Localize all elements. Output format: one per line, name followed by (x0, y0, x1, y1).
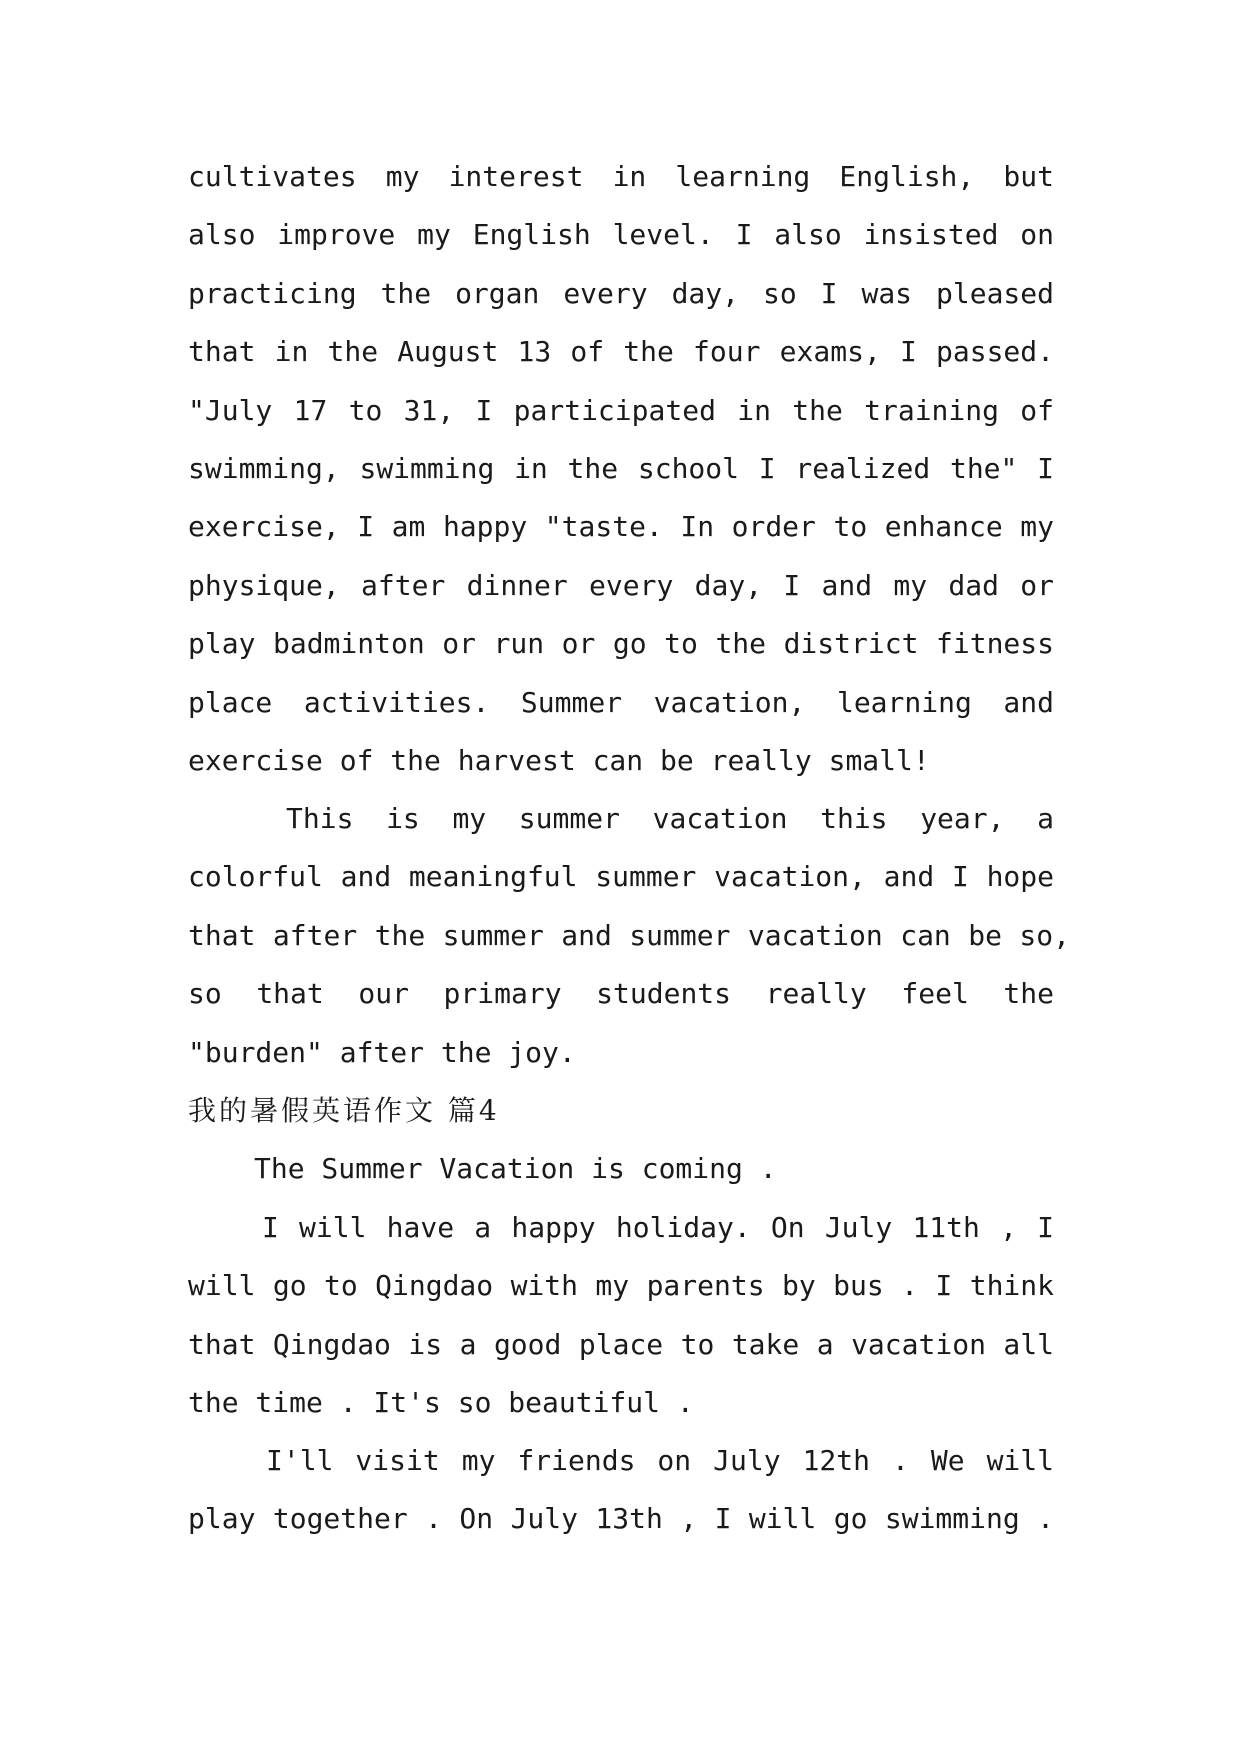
text-line: play together . On July 13th , I will go swimming . (188, 1502, 1054, 1536)
text-line: I will have a happy holiday. On July 11th , I (262, 1211, 1054, 1244)
text-line: swimming, swimming in the school I realized the" I (188, 451, 1054, 485)
text-line: play badminton or run or go to the district fitness (188, 627, 1054, 661)
text-line: so that our primary students really feel the (188, 977, 1054, 1011)
text-line: also improve my English level. I also insisted on (188, 218, 1054, 252)
text-line: "July 17 to 31, I participated in the training of (188, 393, 1054, 427)
text-line: will go to Qingdao with my parents by bus . I think (188, 1269, 1054, 1303)
text-line: practicing the organ every day, so I was pleased (188, 276, 1054, 310)
essay-title-line: The Summer Vacation is coming . (254, 1152, 777, 1185)
text-line: that after the summer and summer vacation can be so, (188, 918, 1070, 952)
paragraph-1 (188, 148, 1054, 790)
text-line: exercise of the harvest can be really small! (188, 743, 930, 777)
essay-title-block (188, 1140, 1054, 1198)
text-line: "burden" after the joy. (188, 1035, 576, 1069)
essay-paragraph-1 (188, 1199, 1054, 1433)
text-line: physique, after dinner every day, I and my dad or (188, 568, 1054, 602)
text-line: cultivates my interest in learning English, but (188, 160, 1054, 193)
text-line: that in the August 13 of the four exams, I passed. (188, 335, 1054, 369)
text-line: place activities. Summer vacation, learning and (188, 685, 1054, 719)
text-line: This is my summer vacation this year, a (286, 802, 1054, 835)
essay-paragraph-2 (188, 1432, 1054, 1549)
paragraph-2 (188, 790, 1070, 1082)
text-line: the time . It's so beautiful . (188, 1386, 694, 1420)
section-heading: 我的暑假英语作文 篇4 (188, 1094, 500, 1127)
text-line: I'll visit my friends on July 12th . We will (266, 1444, 1054, 1477)
section-heading-block (188, 1082, 1054, 1140)
text-line: exercise, I am happy "taste. In order to enhance my (188, 510, 1054, 544)
text-line: that Qingdao is a good place to take a vacation all (188, 1327, 1054, 1361)
text-line: colorful and meaningful summer vacation, and I hope (188, 860, 1054, 894)
